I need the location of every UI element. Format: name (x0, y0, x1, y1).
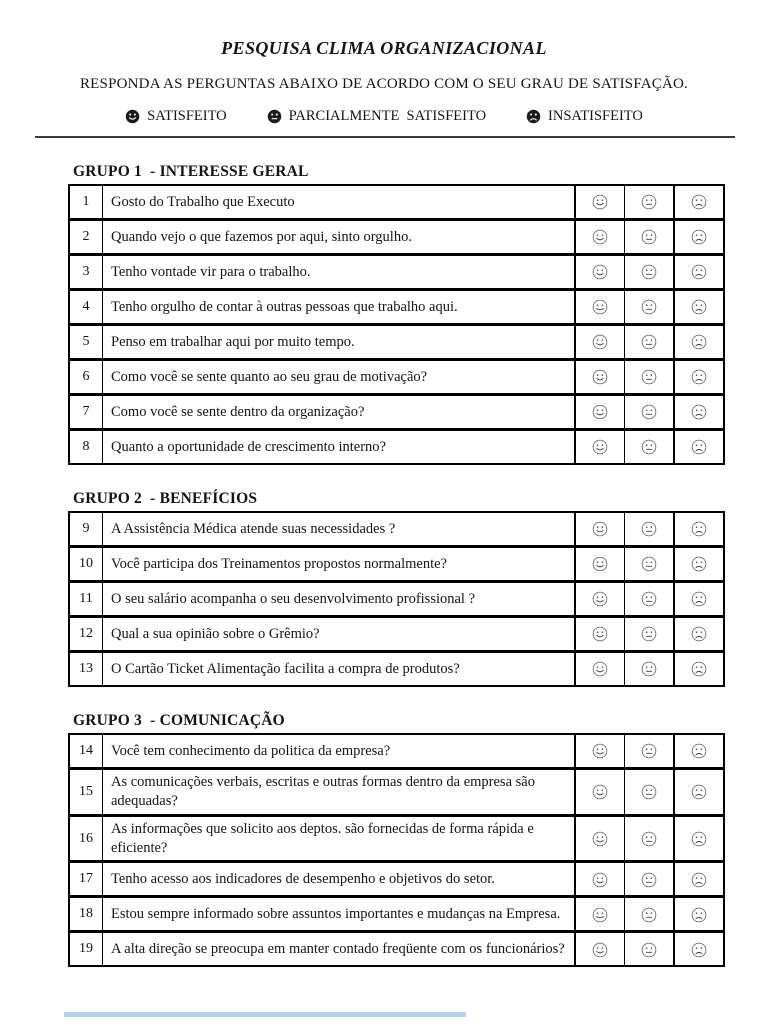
neutral-face-icon (641, 907, 657, 923)
question-number: 13 (69, 652, 103, 687)
unsatisfied-option-cell[interactable] (674, 547, 724, 582)
question-number: 7 (69, 395, 103, 430)
neutral-face-icon (641, 229, 657, 245)
partially-satisfied-option-cell[interactable] (625, 815, 675, 862)
partially-satisfied-option-cell[interactable] (625, 512, 675, 547)
question-text: O Cartão Ticket Alimentação facilita a compra de produtos? (103, 652, 576, 687)
question-row (69, 769, 724, 816)
partially-satisfied-option-cell[interactable] (625, 862, 675, 897)
unsatisfied-option-cell[interactable] (674, 185, 724, 220)
partially-satisfied-face-icon (267, 109, 282, 124)
sad-face-icon (691, 626, 707, 642)
unsatisfied-option-cell[interactable] (674, 617, 724, 652)
legend-item (526, 108, 643, 125)
question-number: 19 (69, 932, 103, 967)
question-text: As comunicações verbais, escritas e outras formas dentro da empresa são adequadas? (103, 769, 576, 816)
unsatisfied-option-cell[interactable] (674, 430, 724, 465)
satisfied-option-cell[interactable] (575, 769, 625, 816)
header-divider (35, 136, 735, 138)
question-text: A alta direção se preocupa em manter contado freqüente com os funcionários? (103, 932, 576, 967)
question-text: Quanto a oportunidade de crescimento interno? (103, 430, 576, 465)
survey-groups (0, 163, 768, 967)
sad-face-icon (691, 194, 707, 210)
satisfaction-legend (0, 108, 768, 125)
question-number: 3 (69, 255, 103, 290)
satisfied-option-cell[interactable] (575, 617, 625, 652)
happy-face-icon (592, 194, 608, 210)
question-text: Como você se sente dentro da organização? (103, 395, 576, 430)
neutral-face-icon (641, 194, 657, 210)
neutral-face-icon (641, 872, 657, 888)
question-row (69, 512, 724, 547)
sad-face-icon (691, 264, 707, 280)
question-number: 9 (69, 512, 103, 547)
sad-face-icon (691, 743, 707, 759)
question-table (68, 733, 725, 967)
question-text: Quando vejo o que fazemos por aqui, sinto orgulho. (103, 220, 576, 255)
legend-item (125, 108, 227, 125)
question-row (69, 617, 724, 652)
question-table (68, 511, 725, 687)
question-number: 4 (69, 290, 103, 325)
neutral-face-icon (641, 439, 657, 455)
sad-face-icon (691, 334, 707, 350)
happy-face-icon (592, 907, 608, 923)
neutral-face-icon (641, 661, 657, 677)
question-row (69, 815, 724, 862)
neutral-face-icon (641, 942, 657, 958)
happy-face-icon (592, 556, 608, 572)
question-row (69, 395, 724, 430)
question-text: Como você se sente quanto ao seu grau de motivação? (103, 360, 576, 395)
neutral-face-icon (641, 369, 657, 385)
partially-satisfied-option-cell[interactable] (625, 769, 675, 816)
partially-satisfied-option-cell[interactable] (625, 582, 675, 617)
question-number: 5 (69, 325, 103, 360)
bottom-accent-bar (64, 1012, 466, 1017)
partially-satisfied-option-cell[interactable] (625, 734, 675, 769)
instruction-text: RESPONDA AS PERGUNTAS ABAIXO DE ACORDO COM O SEU GRAU DE SATISFAÇÃO. (79, 76, 689, 92)
satisfied-option-cell[interactable] (575, 862, 625, 897)
unsatisfied-option-cell[interactable] (674, 932, 724, 967)
happy-face-icon (592, 626, 608, 642)
unsatisfied-option-cell[interactable] (674, 255, 724, 290)
happy-face-icon (592, 942, 608, 958)
question-number: 2 (69, 220, 103, 255)
satisfied-option-cell[interactable] (575, 582, 625, 617)
satisfied-face-icon (125, 109, 140, 124)
unsatisfied-option-cell[interactable] (674, 360, 724, 395)
group-title: GRUPO 1 - INTERESSE GERAL (73, 163, 309, 180)
legend-item (267, 108, 486, 125)
question-row (69, 897, 724, 932)
happy-face-icon (592, 591, 608, 607)
satisfied-option-cell[interactable] (575, 185, 625, 220)
question-text: Penso em trabalhar aqui por muito tempo. (103, 325, 576, 360)
partially-satisfied-option-cell[interactable] (625, 290, 675, 325)
satisfied-option-cell[interactable] (575, 325, 625, 360)
satisfied-option-cell[interactable] (575, 290, 625, 325)
partially-satisfied-option-cell[interactable] (625, 255, 675, 290)
question-number: 16 (69, 815, 103, 862)
happy-face-icon (592, 369, 608, 385)
question-row (69, 360, 724, 395)
question-number: 10 (69, 547, 103, 582)
page-header (0, 0, 768, 138)
happy-face-icon (592, 229, 608, 245)
document-title: PESQUISA CLIMA ORGANIZACIONAL (221, 38, 547, 58)
unsatisfied-option-cell[interactable] (674, 220, 724, 255)
question-row (69, 932, 724, 967)
partially-satisfied-option-cell[interactable] (625, 395, 675, 430)
neutral-face-icon (641, 626, 657, 642)
unsatisfied-option-cell[interactable] (674, 395, 724, 430)
unsatisfied-option-cell[interactable] (674, 815, 724, 862)
satisfied-option-cell[interactable] (575, 932, 625, 967)
question-row (69, 220, 724, 255)
neutral-face-icon (641, 334, 657, 350)
unsatisfied-option-cell[interactable] (674, 769, 724, 816)
question-row (69, 582, 724, 617)
unsatisfied-option-cell[interactable] (674, 862, 724, 897)
question-row (69, 547, 724, 582)
partially-satisfied-option-cell[interactable] (625, 617, 675, 652)
survey-group (68, 163, 697, 465)
legend-label: INSATISFEITO (548, 108, 643, 124)
question-number: 14 (69, 734, 103, 769)
satisfied-option-cell[interactable] (575, 547, 625, 582)
question-text: Estou sempre informado sobre assuntos importantes e mudanças na Empresa. (103, 897, 576, 932)
sad-face-icon (691, 229, 707, 245)
unsatisfied-option-cell[interactable] (674, 734, 724, 769)
partially-satisfied-option-cell[interactable] (625, 897, 675, 932)
unsatisfied-option-cell[interactable] (674, 897, 724, 932)
happy-face-icon (592, 521, 608, 537)
question-text: Gosto do Trabalho que Executo (103, 185, 576, 220)
survey-group (68, 490, 697, 687)
unsatisfied-option-cell[interactable] (674, 290, 724, 325)
question-number: 1 (69, 185, 103, 220)
satisfied-option-cell[interactable] (575, 512, 625, 547)
question-table (68, 184, 725, 465)
satisfied-option-cell[interactable] (575, 395, 625, 430)
satisfied-option-cell[interactable] (575, 220, 625, 255)
partially-satisfied-option-cell[interactable] (625, 185, 675, 220)
neutral-face-icon (641, 299, 657, 315)
sad-face-icon (691, 661, 707, 677)
happy-face-icon (592, 299, 608, 315)
group-title: GRUPO 2 - BENEFÍCIOS (73, 490, 258, 507)
question-row (69, 255, 724, 290)
question-number: 12 (69, 617, 103, 652)
question-text: Qual a sua opinião sobre o Grêmio? (103, 617, 576, 652)
neutral-face-icon (641, 743, 657, 759)
unsatisfied-face-icon (526, 109, 541, 124)
question-text: A Assistência Médica atende suas necessidades ? (103, 512, 576, 547)
question-number: 8 (69, 430, 103, 465)
sad-face-icon (691, 556, 707, 572)
legend-label: SATISFEITO (147, 108, 227, 124)
sad-face-icon (691, 521, 707, 537)
sad-face-icon (691, 942, 707, 958)
question-text: As informações que solicito aos deptos. são fornecidas de forma rápida e eficiente? (103, 815, 576, 862)
sad-face-icon (691, 404, 707, 420)
partially-satisfied-option-cell[interactable] (625, 430, 675, 465)
sad-face-icon (691, 907, 707, 923)
group-title: GRUPO 3 - COMUNICAÇÃO (73, 712, 285, 729)
partially-satisfied-option-cell[interactable] (625, 652, 675, 687)
question-row (69, 430, 724, 465)
satisfied-option-cell[interactable] (575, 360, 625, 395)
sad-face-icon (691, 591, 707, 607)
happy-face-icon (592, 439, 608, 455)
neutral-face-icon (641, 404, 657, 420)
question-number: 17 (69, 862, 103, 897)
happy-face-icon (592, 661, 608, 677)
happy-face-icon (592, 743, 608, 759)
question-text: Tenho orgulho de contar à outras pessoas que trabalho aqui. (103, 290, 576, 325)
question-number: 18 (69, 897, 103, 932)
unsatisfied-option-cell[interactable] (674, 582, 724, 617)
satisfied-option-cell[interactable] (575, 255, 625, 290)
question-number: 15 (69, 769, 103, 816)
question-row (69, 652, 724, 687)
question-row (69, 325, 724, 360)
neutral-face-icon (641, 556, 657, 572)
question-text: O seu salário acompanha o seu desenvolvimento profissional ? (103, 582, 576, 617)
sad-face-icon (691, 439, 707, 455)
satisfied-option-cell[interactable] (575, 430, 625, 465)
neutral-face-icon (641, 521, 657, 537)
question-row (69, 290, 724, 325)
neutral-face-icon (641, 591, 657, 607)
neutral-face-icon (641, 784, 657, 800)
question-row (69, 185, 724, 220)
partially-satisfied-option-cell[interactable] (625, 220, 675, 255)
question-text: Tenho acesso aos indicadores de desempenho e objetivos do setor. (103, 862, 576, 897)
happy-face-icon (592, 334, 608, 350)
question-text: Você tem conhecimento da politica da empresa? (103, 734, 576, 769)
neutral-face-icon (641, 264, 657, 280)
satisfied-option-cell[interactable] (575, 652, 625, 687)
sad-face-icon (691, 299, 707, 315)
satisfied-option-cell[interactable] (575, 897, 625, 932)
satisfied-option-cell[interactable] (575, 734, 625, 769)
neutral-face-icon (641, 831, 657, 847)
sad-face-icon (691, 831, 707, 847)
sad-face-icon (691, 872, 707, 888)
question-number: 11 (69, 582, 103, 617)
partially-satisfied-option-cell[interactable] (625, 932, 675, 967)
sad-face-icon (691, 784, 707, 800)
satisfied-option-cell[interactable] (575, 815, 625, 862)
question-row (69, 862, 724, 897)
legend-label: PARCIALMENTE SATISFEITO (288, 108, 487, 124)
unsatisfied-option-cell[interactable] (674, 325, 724, 360)
happy-face-icon (592, 872, 608, 888)
happy-face-icon (592, 404, 608, 420)
unsatisfied-option-cell[interactable] (674, 652, 724, 687)
unsatisfied-option-cell[interactable] (674, 512, 724, 547)
question-row (69, 734, 724, 769)
partially-satisfied-option-cell[interactable] (625, 360, 675, 395)
question-number: 6 (69, 360, 103, 395)
partially-satisfied-option-cell[interactable] (625, 547, 675, 582)
happy-face-icon (592, 264, 608, 280)
question-text: Tenho vontade vir para o trabalho. (103, 255, 576, 290)
partially-satisfied-option-cell[interactable] (625, 325, 675, 360)
survey-group (68, 712, 697, 967)
sad-face-icon (691, 369, 707, 385)
happy-face-icon (592, 831, 608, 847)
question-text: Você participa dos Treinamentos propostos normalmente? (103, 547, 576, 582)
happy-face-icon (592, 784, 608, 800)
